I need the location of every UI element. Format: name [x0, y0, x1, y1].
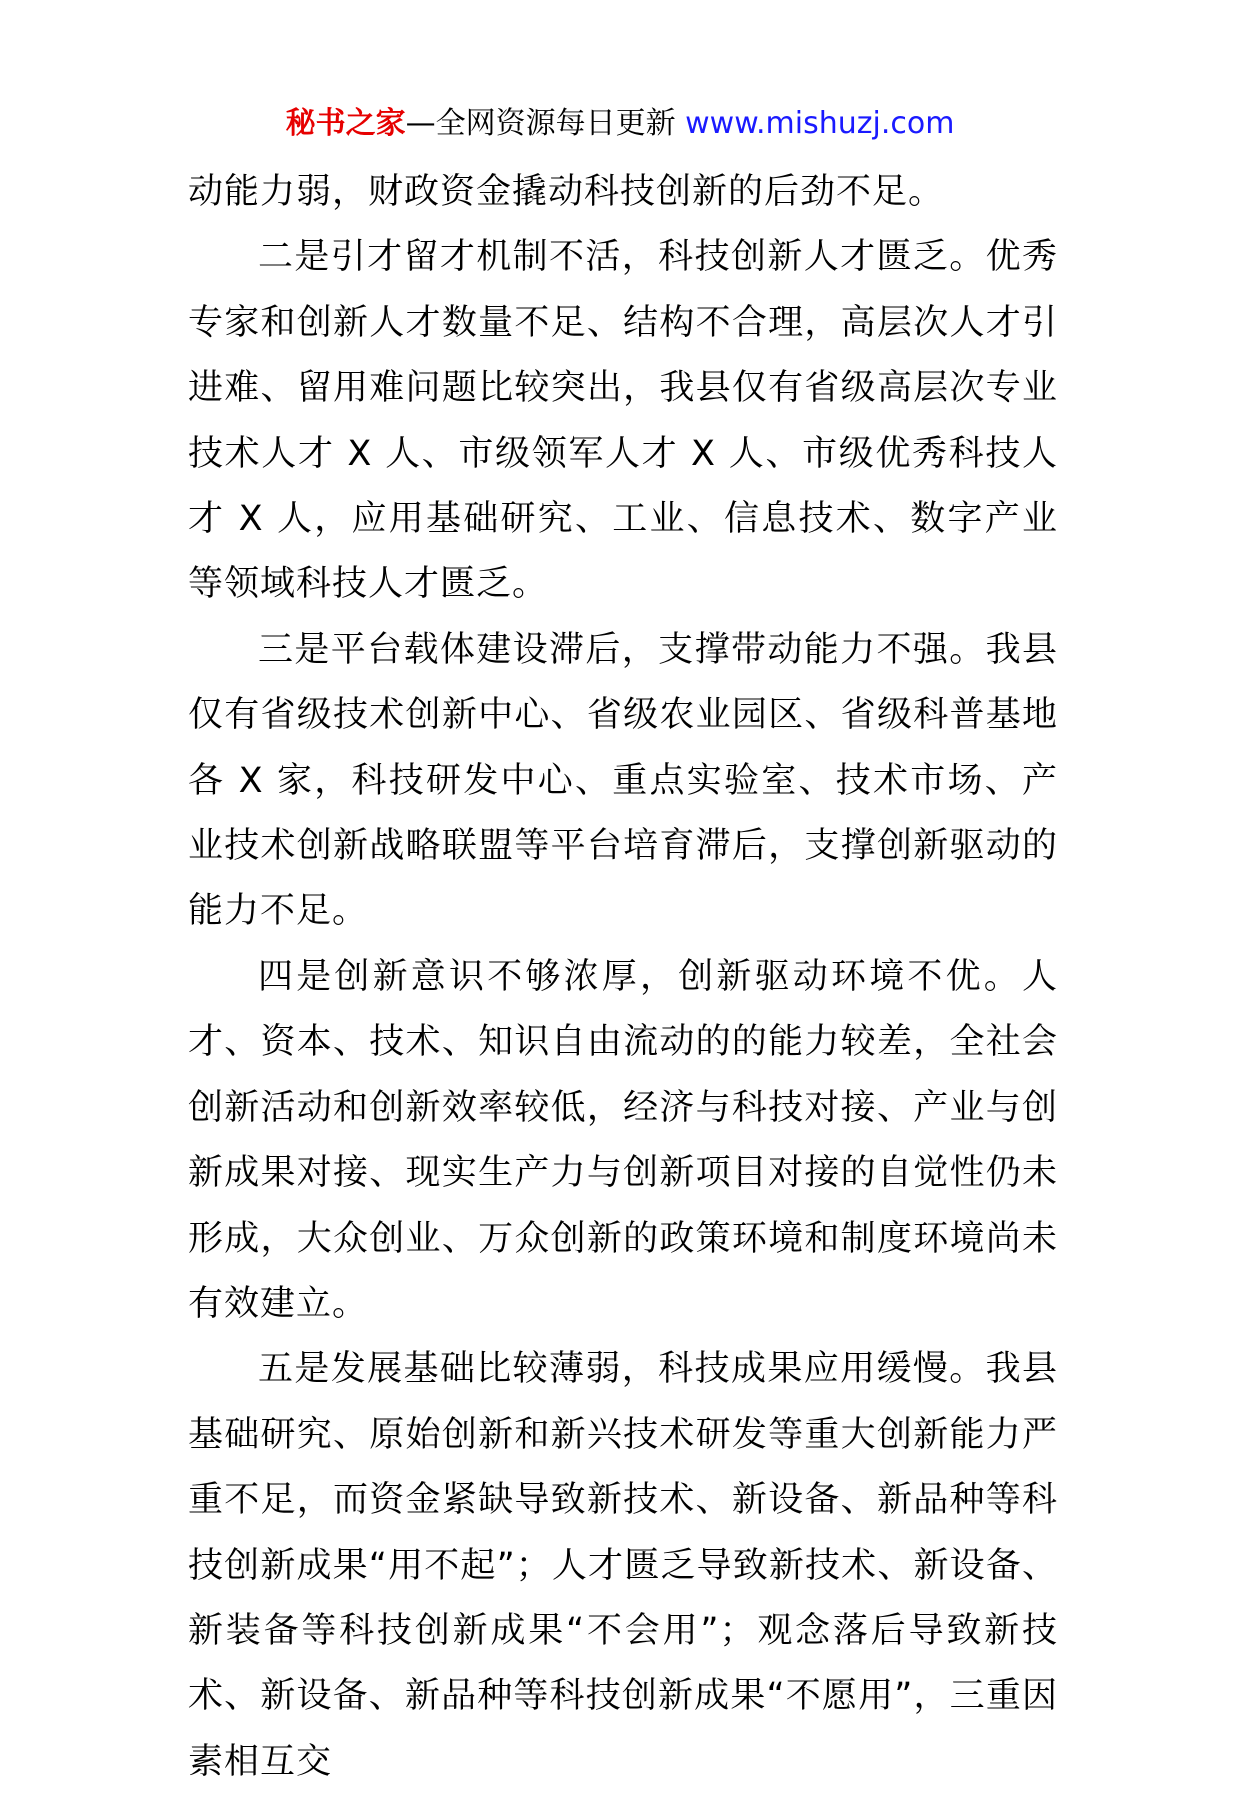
paragraph-continued: 动能力弱，财政资金撬动科技创新的后劲不足。 — [188, 172, 945, 212]
paragraph-environment: 四是创新意识不够浓厚，创新驱动环境不优。人才、资本、技术、知识自由流动的的能力较差，全社会创新活动和创新效率较低，经济与科技对接、产业与创新成果对接、现实生产力与创新项目对接的自觉性仍未形成，大众创业、万众创新的政策环境和制度环境尚未有效建立。 — [188, 956, 1058, 1324]
paragraph-platform: 三是平台载体建设滞后，支撑带动能力不强。我县仅有省级技术创新中心、省级农业园区、省级科普基地各 X 家，科技研发中心、重点实验室、技术市场、产业技术创新战略联盟等平台培育滞后，支撑创新驱动的能力不足。 — [188, 629, 1058, 932]
site-url-link[interactable]: www.mishuzj.com — [685, 106, 955, 141]
paragraph-foundation: 五是发展基础比较薄弱，科技成果应用缓慢。我县基础研究、原始创新和新兴技术研发等重大创新能力严重不足，而资金紧缺导致新技术、新设备、新品种等科技创新成果“用不起”；人才匮乏导致新技术、新设备、新装备等科技创新成果“不会用”；观念落后导致新技术、新设备、新品种等科技创新成果“不愿用”，三重因素相互交 — [188, 1349, 1058, 1782]
site-header — [0, 98, 1240, 150]
site-slogan: —全网资源每日更新 — [405, 106, 676, 141]
document-body — [188, 160, 1058, 1795]
site-brand: 秘书之家 — [285, 106, 406, 141]
paragraph-talent: 二是引才留才机制不活，科技创新人才匮乏。优秀专家和创新人才数量不足、结构不合理，高层次人才引进难、留用难问题比较突出，我县仅有省级高层次专业技术人才 X 人、市级领军人才 X 人、市级优秀科技人才 X 人，应用基础研究、工业、信息技术、数字产业等领域科技人才匮乏。 — [188, 237, 1058, 605]
